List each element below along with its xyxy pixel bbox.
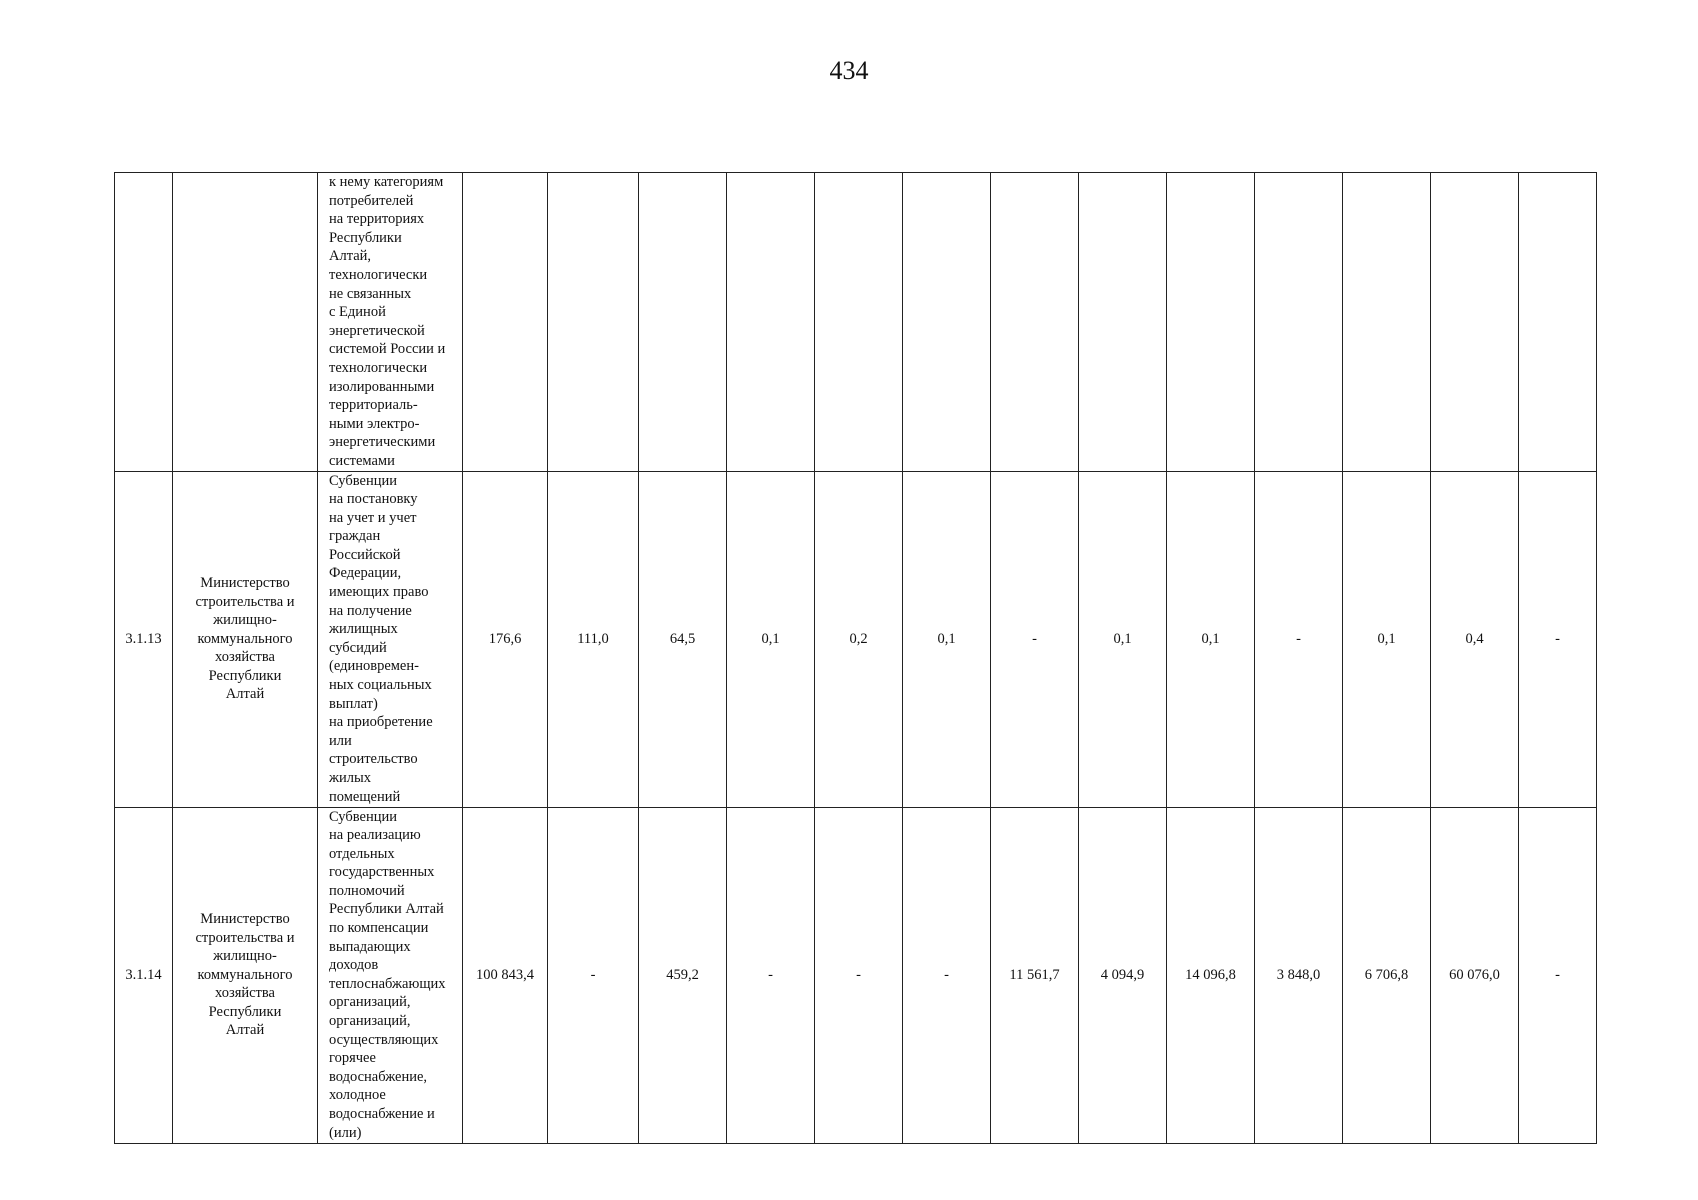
value-cell: - bbox=[991, 471, 1079, 807]
value-cell: 0,1 bbox=[1343, 471, 1431, 807]
table-row bbox=[115, 807, 1597, 1143]
description-cell: Субвенции на реализацию отдельных государственных полномочий Республики Алтай по компенсации выпадающих доходов теплоснабжающих организаций, организаций, осуществляющих горячее водоснабжение, холодное водоснабжение и (или) bbox=[318, 807, 463, 1143]
value-cell: 0,1 bbox=[903, 471, 991, 807]
value-cell: - bbox=[815, 807, 903, 1143]
value-cell: 6 706,8 bbox=[1343, 807, 1431, 1143]
value-cell: 0,4 bbox=[1431, 471, 1519, 807]
value-cell: - bbox=[548, 807, 639, 1143]
table-row bbox=[115, 173, 1597, 472]
executor-cell: Министерство строительства и жилищно- коммунального хозяйства Республики Алтай bbox=[173, 471, 318, 807]
value-cell: 459,2 bbox=[639, 807, 727, 1143]
value-cell bbox=[1431, 173, 1519, 472]
value-cell: 0,1 bbox=[727, 471, 815, 807]
value-cell: 14 096,8 bbox=[1167, 807, 1255, 1143]
budget-table bbox=[114, 172, 1597, 1144]
value-cell bbox=[1519, 173, 1597, 472]
executor-cell bbox=[173, 173, 318, 472]
executor-cell: Министерство строительства и жилищно- коммунального хозяйства Республики Алтай bbox=[173, 807, 318, 1143]
row-id: 3.1.14 bbox=[115, 807, 173, 1143]
value-cell: 111,0 bbox=[548, 471, 639, 807]
value-cell: - bbox=[903, 807, 991, 1143]
value-cell: 0,1 bbox=[1167, 471, 1255, 807]
description-cell: Субвенции на постановку на учет и учет граждан Российской Федерации, имеющих право на получение жилищных субсидий (единовремен- ных социальных выплат) на приобретение или строительство жилых помещений bbox=[318, 471, 463, 807]
table-row bbox=[115, 471, 1597, 807]
value-cell bbox=[639, 173, 727, 472]
value-cell: 3 848,0 bbox=[1255, 807, 1343, 1143]
description-cell: к нему категориям потребителей на территориях Республики Алтай, технологически не связанных с Единой энергетической системой России и технологически изолированными территориаль- ными электро- энергетическими системами bbox=[318, 173, 463, 472]
value-cell bbox=[1255, 173, 1343, 472]
page-number: 434 bbox=[829, 56, 869, 85]
value-cell bbox=[463, 173, 548, 472]
value-cell bbox=[903, 173, 991, 472]
value-cell: 176,6 bbox=[463, 471, 548, 807]
row-id: 3.1.13 bbox=[115, 471, 173, 807]
value-cell bbox=[1167, 173, 1255, 472]
value-cell: - bbox=[727, 807, 815, 1143]
row-id bbox=[115, 173, 173, 472]
value-cell: 100 843,4 bbox=[463, 807, 548, 1143]
value-cell bbox=[1343, 173, 1431, 472]
value-cell: 0,1 bbox=[1079, 471, 1167, 807]
value-cell bbox=[991, 173, 1079, 472]
value-cell: 4 094,9 bbox=[1079, 807, 1167, 1143]
value-cell bbox=[548, 173, 639, 472]
value-cell bbox=[727, 173, 815, 472]
value-cell: - bbox=[1255, 471, 1343, 807]
value-cell bbox=[815, 173, 903, 472]
value-cell: - bbox=[1519, 807, 1597, 1143]
value-cell: 11 561,7 bbox=[991, 807, 1079, 1143]
value-cell: 64,5 bbox=[639, 471, 727, 807]
value-cell: - bbox=[1519, 471, 1597, 807]
value-cell: 0,2 bbox=[815, 471, 903, 807]
value-cell bbox=[1079, 173, 1167, 472]
value-cell: 60 076,0 bbox=[1431, 807, 1519, 1143]
